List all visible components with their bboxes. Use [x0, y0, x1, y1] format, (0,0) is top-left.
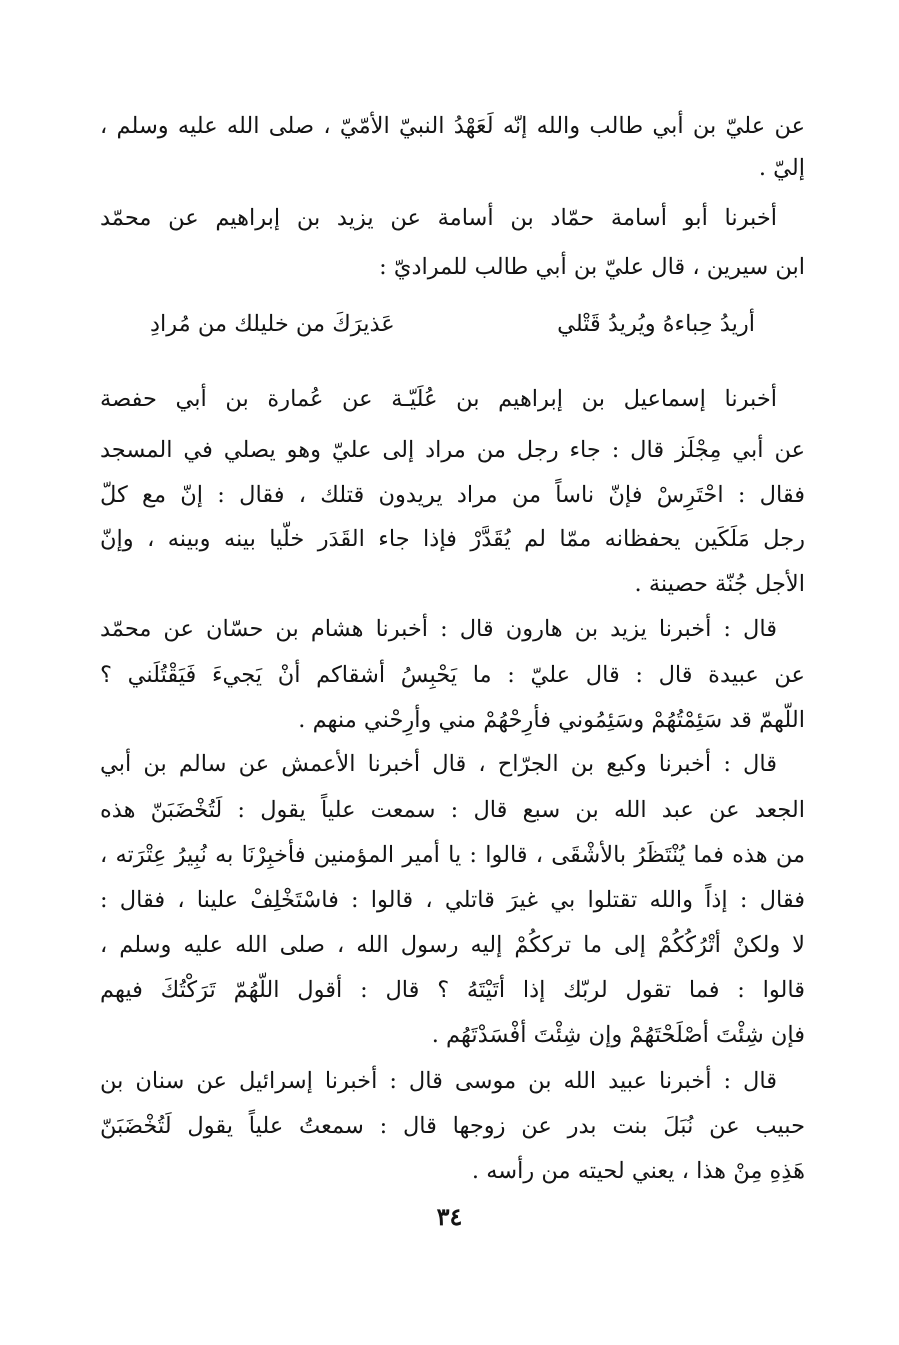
text-line: لا ولكنْ أتْرُكُكُمْ إلى ما ترككُمْ إليه رسول الله ، صلى الله عليه وسلم ، — [100, 932, 805, 958]
poetry-verse — [150, 304, 755, 344]
text-line: فقال : احْتَرِسْ فإنّ ناساً من مراد يريدون قتلك ، فقال : إنّ مع كلّ — [100, 482, 805, 508]
text-line: فقال : إذاً والله تقتلوا بي غيرَ قاتلي ، قالوا : فاسْتَخْلِفْ علينا ، فقال : — [100, 887, 805, 913]
text-line: عن أبي مِجْلَز قال : جاء رجل من مراد إلى عليّ وهو يصلي في المسجد — [100, 437, 805, 463]
text-line: من هذه فما يُنْتَظَرُ بالأشْقَى ، قالوا : يا أمير المؤمنين فأخبِرْنَا به نُبِيرُ عِتْرَته ، — [100, 842, 805, 868]
text-line: قال : أخبرنا وكيع بن الجرّاح ، قال أخبرنا الأعمش عن سالم بن أبي — [100, 751, 777, 777]
text-line: ابن سيرين ، قال عليّ بن أبي طالب للمراديّ : — [379, 254, 805, 280]
text-line: أخبرنا أبو أسامة حمّاد بن أسامة عن يزيد بن إبراهيم عن محمّد — [100, 205, 777, 231]
text-line: قال : أخبرنا يزيد بن هارون قال : أخبرنا هشام بن حسّان عن محمّد — [100, 616, 777, 642]
text-line: الجعد عن عبد الله بن سبع قال : سمعت علياً يقول : لَتُخْضَبَنّ هذه — [100, 797, 805, 823]
text-line: الأجل جُنّة حصينة . — [634, 571, 805, 597]
verse-first-hemistich: أريدُ حِباءهُ ويُريدُ قَتْلي — [557, 311, 755, 337]
text-line: عن عبيدة قال : قال عليّ : ما يَحْبِسُ أشقاكم أنْ يَجيءَ فَيَقْتُلَني ؟ — [100, 662, 805, 688]
text-line: هَذِهِ مِنْ هذا ، يعني لحيته من رأسه . — [471, 1158, 805, 1184]
text-line: قالوا : فما تقول لربّك إذا أتَيْتَهُ ؟ قال : أقول اللّهُمّ تَرَكْتُكَ فيهم — [100, 977, 805, 1003]
text-line: اللّهمّ قد سَئِمْتُهُمْ وسَئِمُوني فأرِحْهُمْ مني وأرِحْني منهم . — [298, 707, 805, 733]
text-line: فإن شِئْتَ أصْلَحْتَهُمْ وإن شِئْتَ أفْسَدْتَهُم . — [431, 1022, 805, 1048]
text-line: أخبرنا إسماعيل بن إبراهيم بن عُلَيّـة عن عُمارة بن أبي حفصة — [100, 386, 777, 412]
text-line: حبيب عن نُبَلَ بنت بدر عن زوجها قال : سمعتُ علياً يقول لَتُخْضَبَنّ — [100, 1113, 805, 1139]
text-line: قال : أخبرنا عبيد الله بن موسى قال : أخبرنا إسرائيل عن سنان بن — [100, 1068, 777, 1094]
text-line: عن عليّ بن أبي طالب والله إنّه لَعَهْدُ النبيّ الأمّيّ ، صلى الله عليه وسلم ، — [100, 113, 805, 139]
text-line: إليّ . — [758, 155, 805, 181]
page-number: ٣٤ — [436, 1202, 463, 1231]
text-line: رجل مَلَكَين يحفظانه ممّا لم يُقَدَّرْ فإذا جاء القَدَر خلّيا بينه وبينه ، وإنّ — [100, 526, 805, 552]
page-text-body — [100, 106, 805, 1336]
verse-second-hemistich: عَذيرَكَ من خليلك من مُرادِ — [150, 311, 395, 337]
